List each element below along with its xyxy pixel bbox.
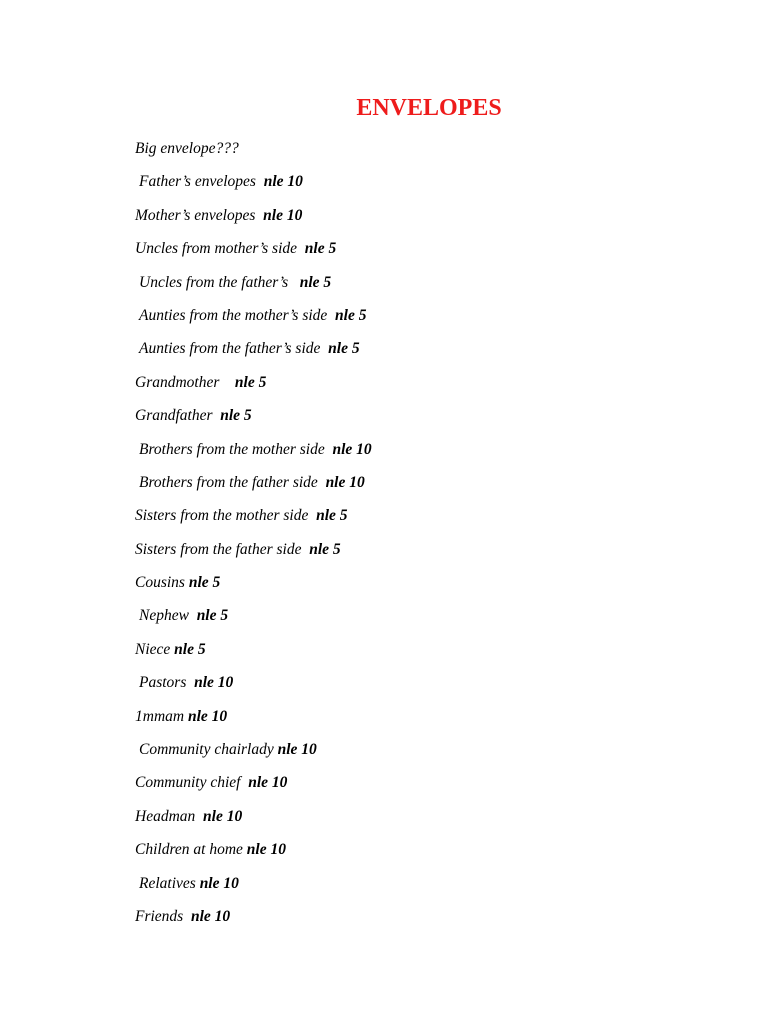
envelope-item-label: Uncles from mother’s side bbox=[135, 240, 305, 258]
envelope-item-amount: nle 10 bbox=[194, 674, 234, 692]
envelope-item bbox=[135, 439, 372, 472]
envelope-item-amount: nle 10 bbox=[190, 907, 231, 925]
envelope-item bbox=[135, 505, 372, 538]
envelope-item bbox=[135, 706, 372, 739]
envelope-item bbox=[135, 839, 372, 872]
envelope-item-label: Niece bbox=[135, 640, 175, 658]
envelope-item-label: Grandmother bbox=[135, 373, 235, 391]
envelope-item-label: Community chief bbox=[135, 774, 249, 792]
envelope-item-label: 1mmam bbox=[135, 707, 188, 725]
envelope-item-label: Sisters from the father side bbox=[135, 540, 310, 558]
envelope-item-amount: nle 5 bbox=[188, 574, 221, 592]
envelope-item-label: Children at home bbox=[135, 841, 247, 859]
envelope-item-amount: nle 5 bbox=[335, 306, 367, 324]
envelope-item bbox=[135, 772, 372, 805]
envelope-item-amount: nle 10 bbox=[187, 707, 228, 725]
envelope-item-amount: nle 5 bbox=[304, 240, 337, 258]
envelope-item-amount: nle 5 bbox=[328, 340, 360, 358]
envelope-item-label: Brothers from the father side bbox=[139, 473, 326, 491]
envelope-item-label: Mother’s envelopes bbox=[135, 206, 264, 224]
envelope-item-amount: nle 10 bbox=[203, 807, 243, 825]
envelope-item-label: Friends bbox=[135, 907, 191, 925]
envelope-item bbox=[135, 205, 372, 238]
envelope-item-label: Grandfather bbox=[135, 407, 221, 425]
envelope-item bbox=[135, 539, 372, 572]
envelope-item-amount: nle 10 bbox=[199, 874, 239, 892]
envelope-item-label: Community chairlady bbox=[139, 741, 278, 759]
envelope-item-label: Pastors bbox=[139, 674, 195, 692]
envelope-item-amount: nle 10 bbox=[246, 841, 286, 859]
envelope-item-label: Aunties from the father’s side bbox=[139, 340, 329, 358]
envelope-item-amount: nle 10 bbox=[325, 473, 365, 491]
envelope-item-label: Headman bbox=[135, 807, 204, 825]
envelope-item bbox=[135, 138, 372, 171]
page-title: ENVELOPES bbox=[356, 95, 502, 121]
envelope-item-amount: nle 10 bbox=[277, 741, 317, 759]
envelope-item bbox=[135, 238, 372, 271]
envelope-item bbox=[135, 906, 372, 939]
envelope-item-label: Aunties from the mother’s side bbox=[139, 306, 336, 324]
envelope-item bbox=[135, 472, 372, 505]
envelope-item-amount: nle 10 bbox=[248, 774, 288, 792]
envelope-item-amount: nle 10 bbox=[263, 173, 303, 191]
envelope-item-amount: nle 5 bbox=[220, 407, 252, 425]
envelope-item-label: Cousins bbox=[135, 574, 189, 592]
envelope-item-amount: nle 5 bbox=[316, 507, 348, 525]
envelope-item-amount: nle 10 bbox=[263, 206, 303, 224]
envelope-item bbox=[135, 672, 372, 705]
envelope-item bbox=[135, 639, 372, 672]
envelope-item-amount: nle 5 bbox=[174, 640, 206, 658]
envelope-item bbox=[135, 873, 372, 906]
envelope-item-label: Relatives bbox=[139, 874, 200, 892]
envelope-item-label: Brothers from the mother side bbox=[139, 440, 333, 458]
envelope-item bbox=[135, 806, 372, 839]
envelope-item-amount: nle 5 bbox=[309, 540, 341, 558]
envelope-item-amount: nle 5 bbox=[234, 373, 267, 391]
envelope-item-amount: nle 5 bbox=[299, 273, 332, 291]
envelope-item bbox=[135, 338, 372, 371]
envelope-item bbox=[135, 572, 372, 605]
envelope-item bbox=[135, 605, 372, 638]
envelope-item bbox=[135, 372, 372, 405]
envelope-list bbox=[135, 138, 372, 939]
envelope-item-label: Father’s envelopes bbox=[139, 173, 264, 191]
envelope-item bbox=[135, 405, 372, 438]
envelope-item-label: Nephew bbox=[139, 607, 197, 625]
envelope-item bbox=[135, 272, 372, 305]
envelope-item bbox=[135, 305, 372, 338]
envelope-item bbox=[135, 171, 372, 204]
envelope-item-amount: nle 5 bbox=[196, 607, 229, 625]
envelope-item-amount: nle 10 bbox=[332, 440, 372, 458]
envelope-item-label: Uncles from the father’s bbox=[139, 273, 300, 291]
envelope-item bbox=[135, 739, 372, 772]
envelope-item-label: Sisters from the mother side bbox=[135, 507, 317, 525]
envelope-item-label: Big envelope??? bbox=[135, 140, 239, 157]
